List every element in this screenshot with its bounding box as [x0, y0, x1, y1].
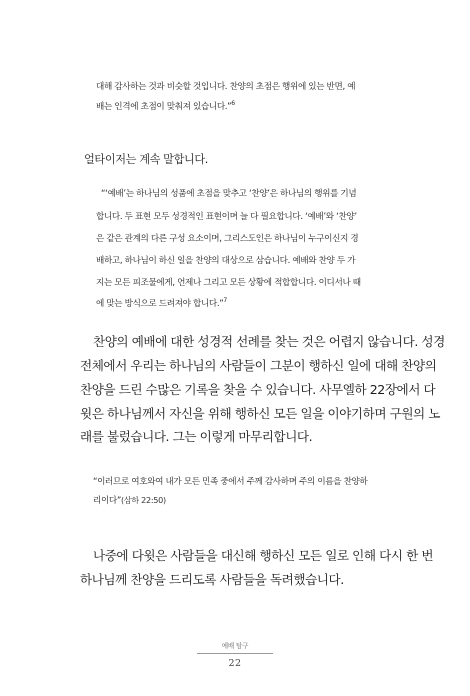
scripture-line-2 — [93, 494, 166, 506]
mid-quote-line-5: 지는 모든 피조물에게, 언제나 그리고 모든 상황에 적합합니다. 이디서나 때 — [96, 278, 361, 288]
top-quote-line-2 — [96, 100, 235, 112]
body-line-3: 찬양을 드린 수많은 기록을 찾을 수 있습니다. 사무엘하 22장에서 다 — [80, 382, 436, 397]
body-line-2: 전체에서 우리는 하나님의 사람들이 그분이 행하신 일에 대해 찬양의 — [80, 358, 437, 373]
closing-line-1: 나중에 다윗은 사람들을 대신해 행하신 모든 일로 인해 다시 한 번 — [93, 548, 434, 563]
closing-line-2: 하나님께 찬양을 드리도록 사람들을 독려했습니다. — [80, 572, 344, 587]
top-quote-line-2-text: 배는 인격에 초점이 맞춰져 있습니다.” — [96, 102, 232, 112]
mid-quote-line-4: 배하고, 하나님이 하신 일을 찬양의 대상으로 삼습니다. 예배와 찬양 두 가 — [96, 256, 356, 266]
scripture-line-2-text: 리이다” — [93, 496, 121, 506]
footer-divider — [197, 653, 273, 654]
scripture-line-1: “이러므로 여호와여 내가 모든 민족 중에서 주께 감사하며 주의 이름을 찬양하 — [93, 477, 368, 487]
intro-line: 얼타이저는 계속 말합니다. — [84, 153, 208, 166]
body-line-4: 윗은 하나님께서 자신을 위해 행하신 모든 일을 이야기하며 구원의 노 — [80, 406, 441, 421]
page-number: 22 — [228, 658, 242, 669]
mid-quote-line-2: 합니다. 두 표현 모두 성경적인 표현이며 늘 다 필요합니다. ‘예배’와 ‘찬양’ — [96, 212, 357, 222]
top-quote-line-1: 대해 감사하는 것과 비슷할 것입니다. 찬양의 초점은 행위에 있는 반면, 예 — [96, 82, 356, 92]
footnote-marker-7: 7 — [223, 297, 227, 305]
body-line-5: 래를 불렀습니다. 그는 이렇게 마무리합니다. — [80, 429, 313, 444]
footnote-marker-6: 6 — [231, 100, 235, 108]
mid-quote-line-6 — [96, 297, 227, 309]
scripture-citation: (삼하 22:50) — [120, 495, 166, 505]
mid-quote-line-3: 은 같은 관계의 다른 구성 요소이며, 그리스도인은 하나님이 누구이신지 경 — [96, 234, 359, 244]
body-line-1: 찬양의 예배에 대한 성경적 선례를 찾는 것은 어렵지 않습니다. 성경 — [93, 334, 445, 349]
mid-quote-line-1: “‘예배’는 하나님의 성품에 초점을 맞추고 ‘찬양’은 하나님의 행위를 기념 — [101, 189, 357, 199]
mid-quote-line-6-text: 에 맞는 방식으로 드려져야 합니다.” — [96, 299, 224, 309]
running-title: 예배 탐구 — [221, 642, 249, 650]
